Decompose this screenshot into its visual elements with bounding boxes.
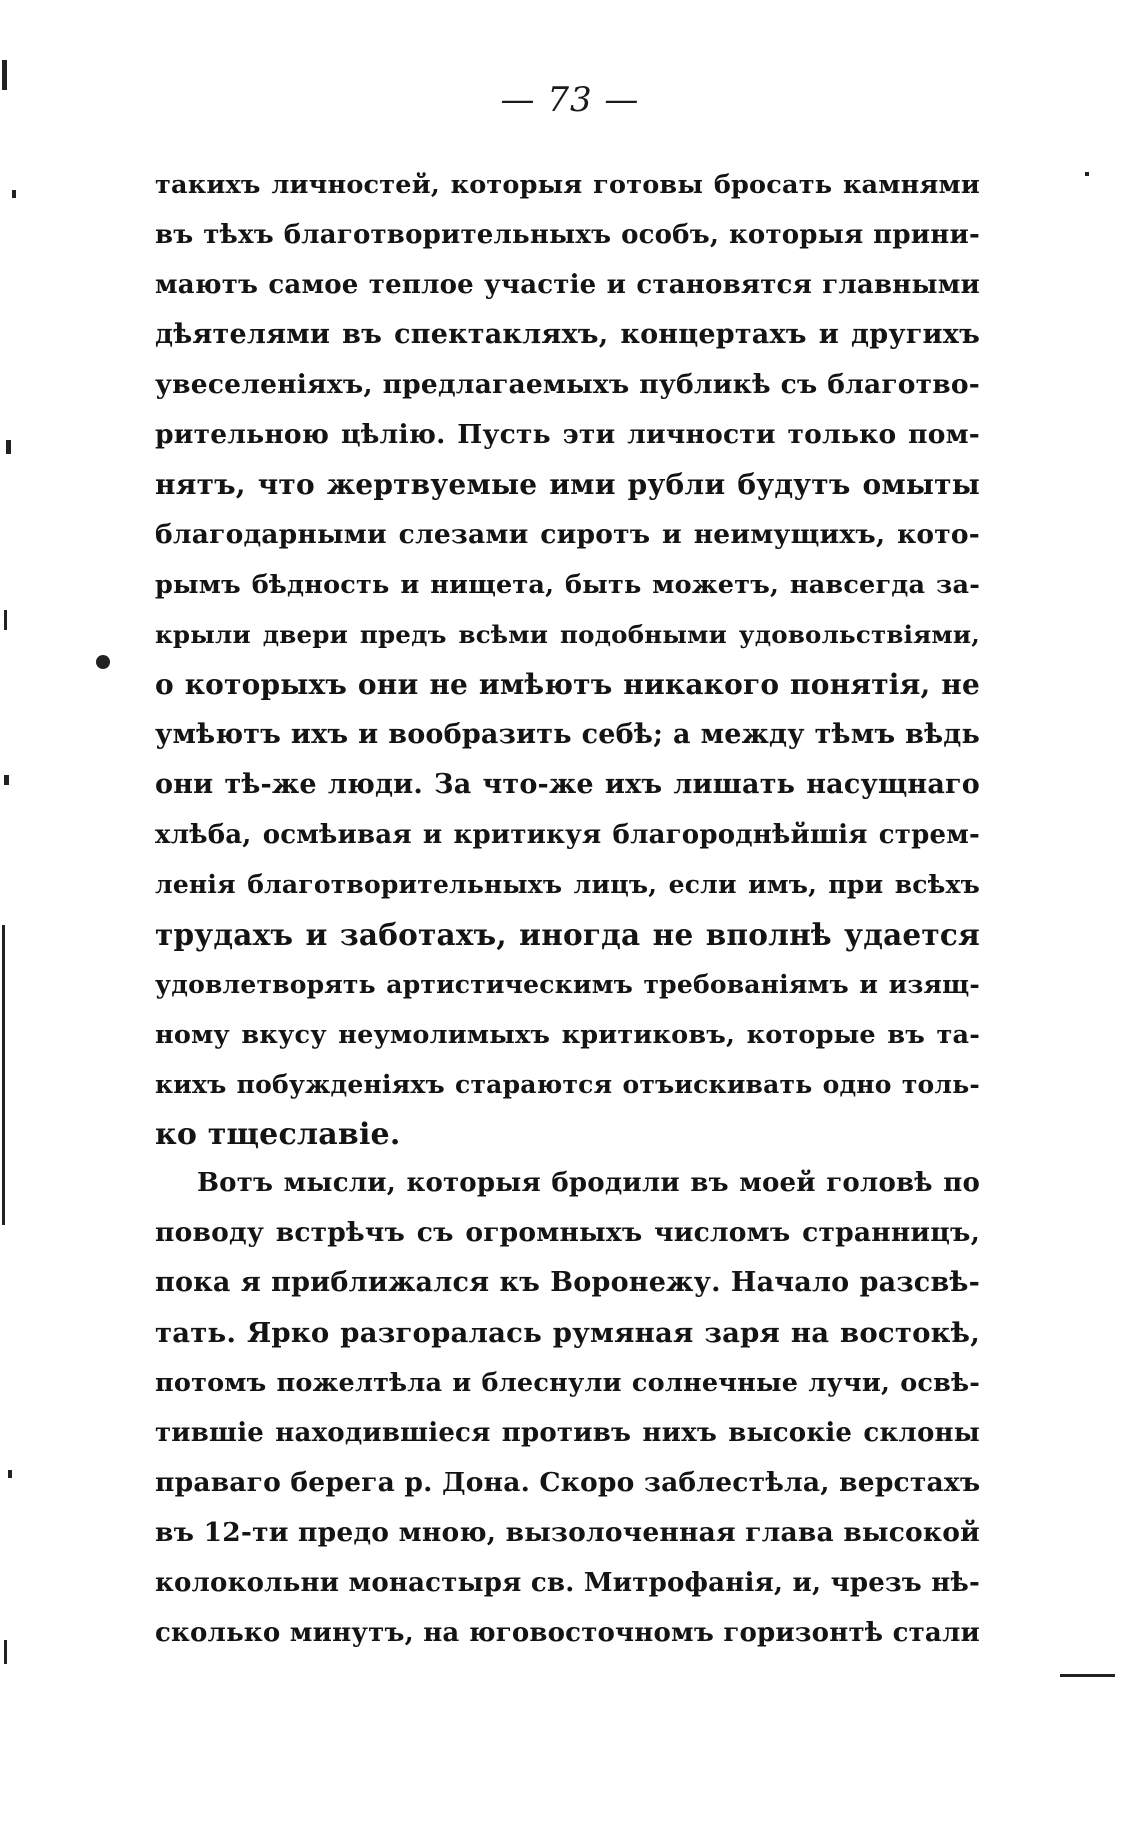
text-line: рымъ бѣдность и нищета, быть можетъ, навсегда за- — [155, 570, 980, 600]
text-line: колокольни монастыря св. Митрофанія, и, чрезъ нѣ- — [155, 1568, 980, 1598]
scan-mark — [96, 655, 110, 669]
text-line: ко тщеславіе. — [155, 1117, 401, 1152]
text-line: маютъ самое теплое участіе и становятся главными — [155, 270, 980, 300]
text-line: тившіе находившіеся противъ нихъ высокіе склоны — [155, 1418, 980, 1448]
text-line: въ 12-ти предо мною, вызолоченная глава высокой — [155, 1517, 980, 1548]
scan-mark — [1060, 1674, 1115, 1677]
text-line: праваго берега р. Дона. Скоро заблестѣла, верстахъ — [155, 1467, 981, 1498]
text-line: потомъ пожелтѣла и блеснули солнечные лучи, освѣ- — [155, 1368, 980, 1398]
text-line: дѣятелями въ спектакляхъ, концертахъ и другихъ — [155, 319, 980, 350]
text-line: увеселеніяхъ, предлагаемыхъ публикѣ съ благотво- — [155, 369, 980, 400]
text-line: рительною цѣлію. Пусть эти личности только пом- — [155, 419, 980, 450]
paragraph-1 — [155, 160, 980, 1160]
text-line: трудахъ и заботахъ, иногда не вполнѣ удается — [155, 917, 980, 952]
text-line: пока я приближался къ Воронежу. Начало разсвѣ- — [155, 1267, 980, 1298]
text-line: ному вкусу неумолимыхъ критиковъ, которые въ та- — [155, 1020, 980, 1050]
text-line: они тѣ-же люди. За что-же ихъ лишать насущнаго — [155, 769, 980, 800]
text-line: въ тѣхъ благотворительныхъ особъ, которыя прини- — [155, 220, 980, 250]
scan-mark — [4, 775, 9, 785]
scan-mark — [1085, 172, 1089, 176]
text-line: нятъ, что жертвуемые ими рубли будутъ омыты — [155, 468, 980, 501]
text-line: Вотъ мысли, которыя бродили въ моей головѣ по — [197, 1168, 980, 1198]
scan-mark — [6, 440, 11, 454]
text-line: крыли двери предъ всѣми подобными удовольствіями, — [155, 620, 980, 649]
text-line: тать. Ярко разгоралась румяная заря на востокѣ, — [155, 1317, 980, 1349]
scan-mark — [2, 925, 5, 1225]
page-number: — 73 — — [500, 80, 640, 120]
text-line: ленія благотворительныхъ лицъ, если имъ, при всѣхъ — [155, 870, 980, 899]
text-line: о которыхъ они не имѣютъ никакого понятія, не — [155, 668, 980, 701]
text-line: благодарными слезами сиротъ и неимущихъ, кото- — [155, 519, 980, 550]
text-line: такихъ личностей, которыя готовы бросать камнями — [155, 170, 980, 200]
text-line: сколько минутъ, на юговосточномъ горизонтѣ стали — [155, 1618, 980, 1648]
scan-mark — [12, 190, 16, 198]
paragraph-2 — [155, 1158, 980, 1658]
text-line: умѣютъ ихъ и вообразить себѣ; а между тѣмъ вѣдь — [155, 719, 980, 750]
scan-mark — [8, 1470, 12, 1478]
text-line: удовлетворять артистическимъ требованіямъ и изящ- — [155, 970, 980, 999]
text-line: поводу встрѣчъ съ огромныхъ числомъ странницъ, — [155, 1217, 980, 1248]
text-line: кихъ побужденіяхъ стараются отъискивать одно толь- — [155, 1070, 980, 1099]
scan-mark — [4, 1640, 7, 1664]
scan-mark — [4, 610, 7, 630]
scan-mark — [2, 60, 7, 90]
text-line: хлѣба, осмѣивая и критикуя благороднѣйшія стрем- — [155, 820, 980, 850]
